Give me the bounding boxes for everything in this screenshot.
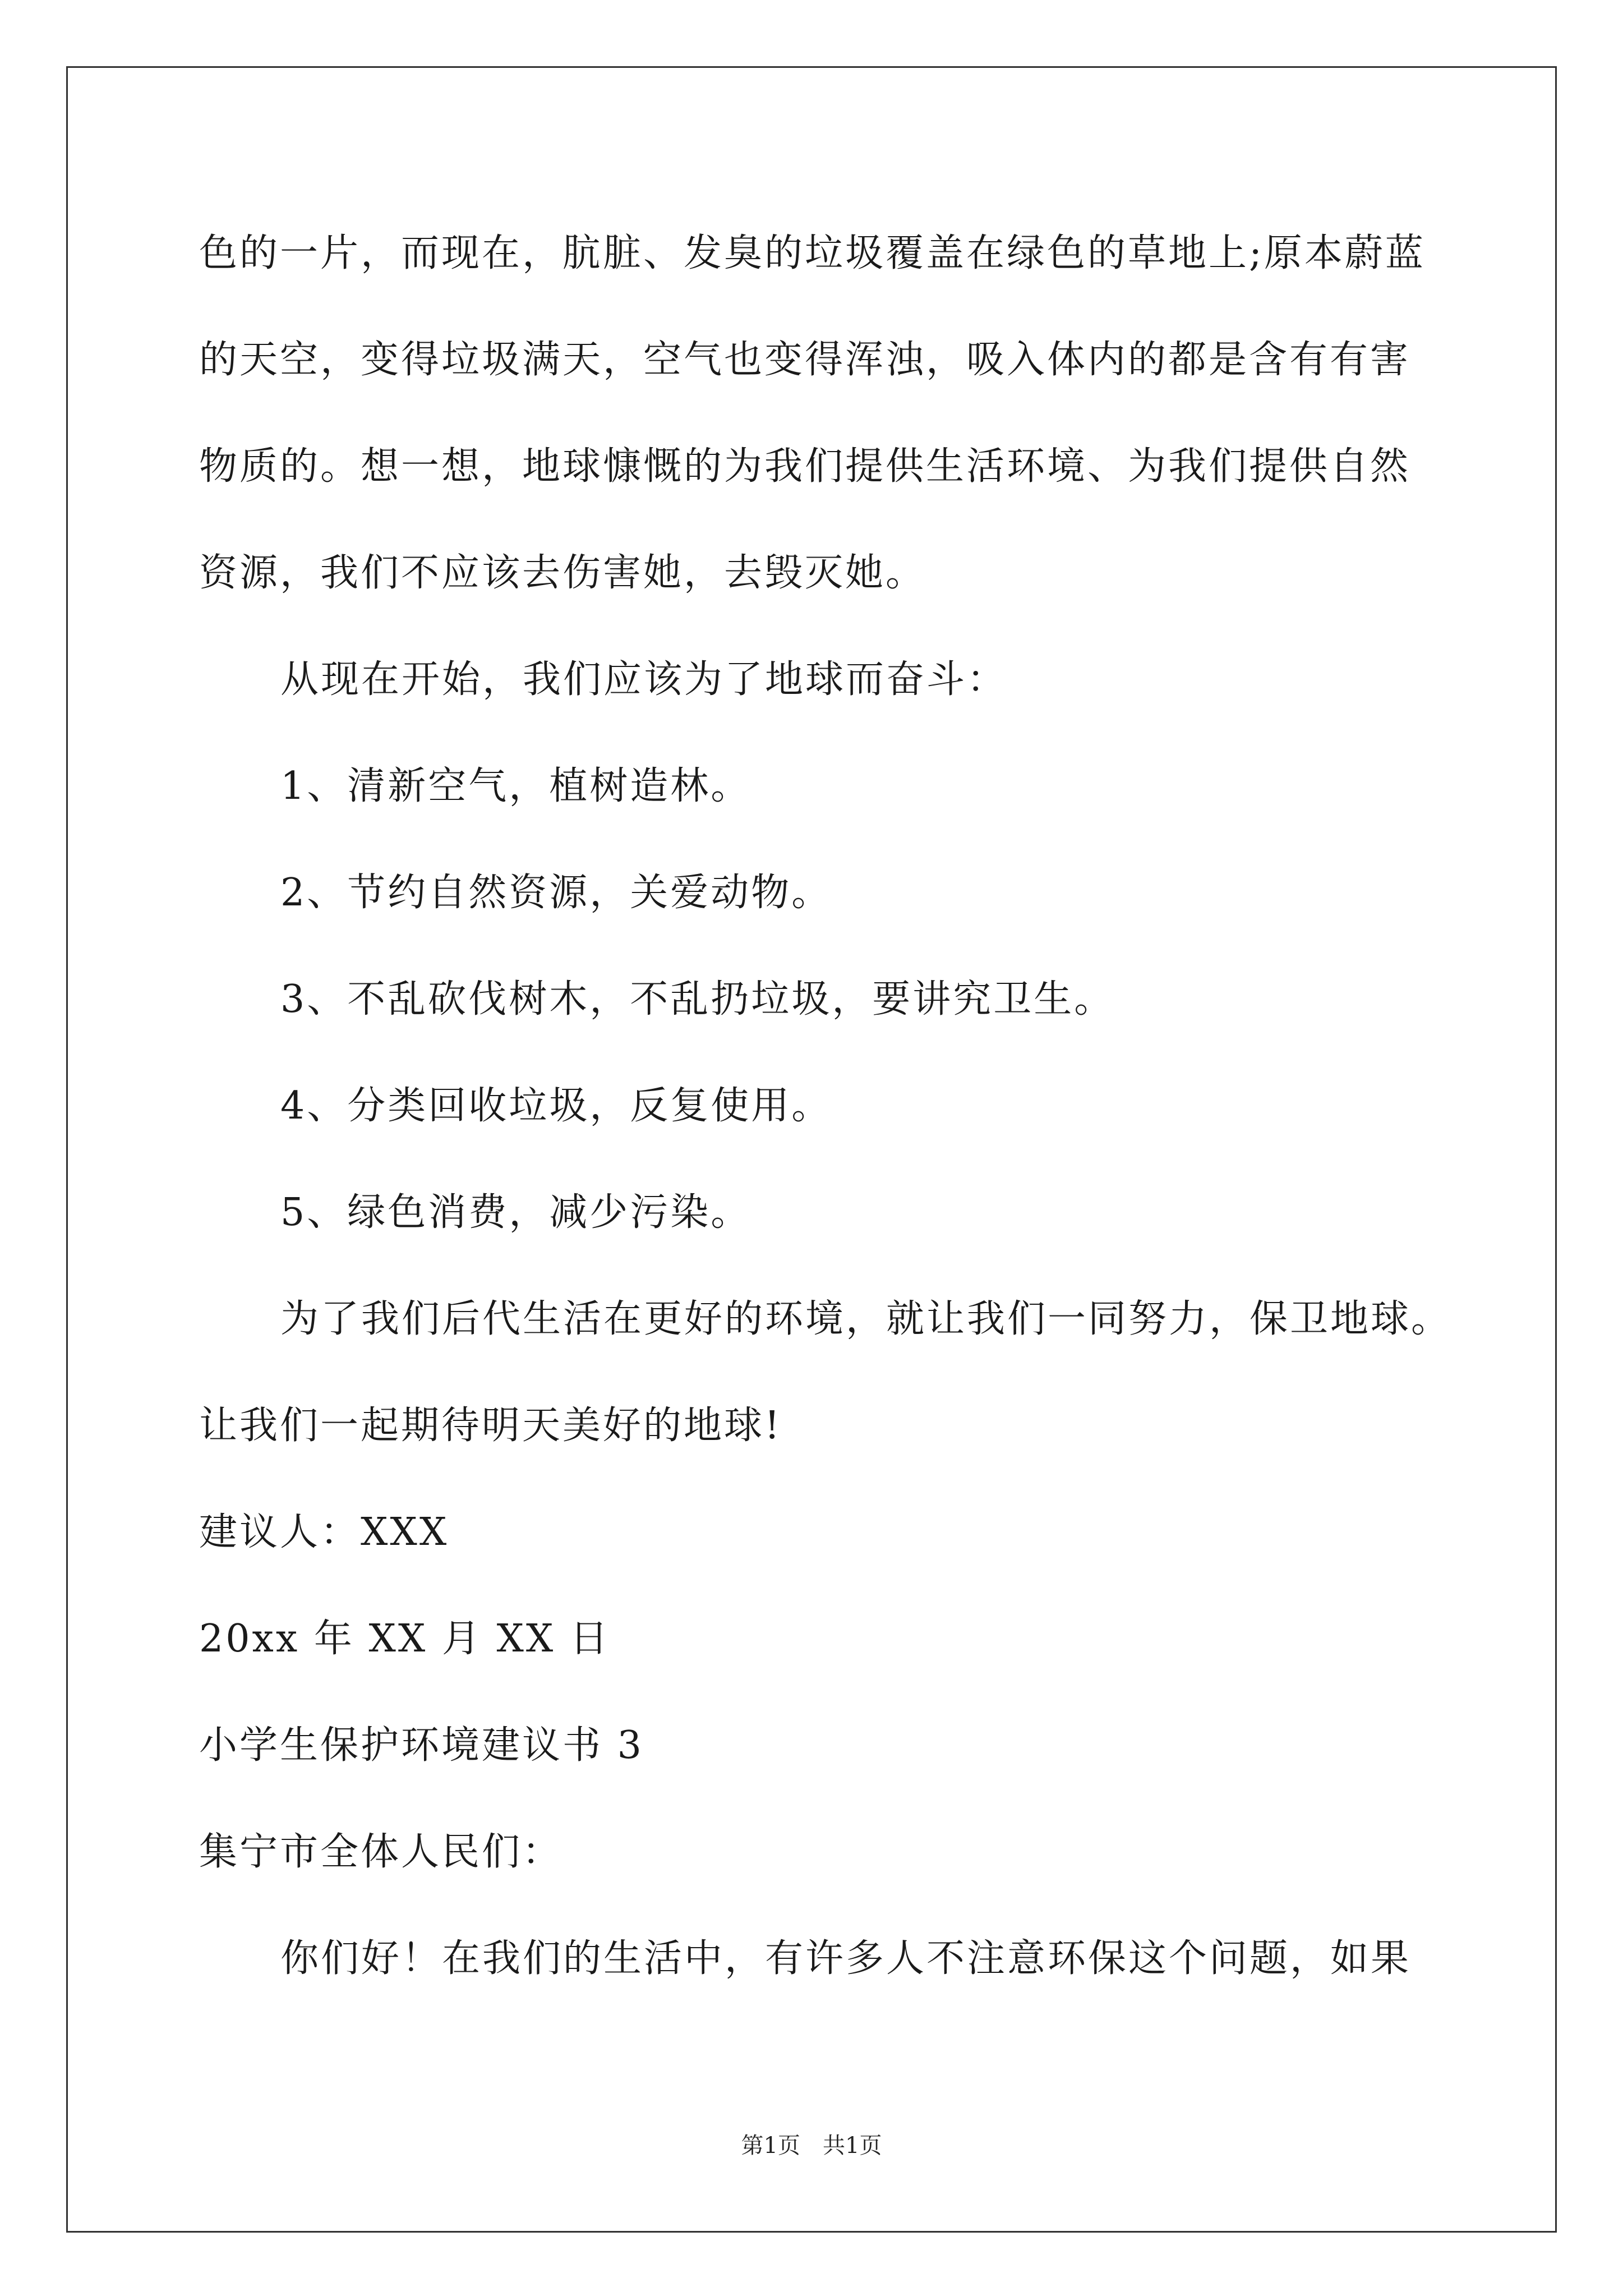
body-line-12: 让我们一起期待明天美好的地球! bbox=[199, 1404, 782, 1448]
body-line-11: 为了我们后代生活在更好的环境，就让我们一同努力，保卫地球。 bbox=[280, 1297, 1452, 1341]
page-number: 第1页 bbox=[741, 2133, 800, 2159]
list-item-3: 3、不乱砍伐树木，不乱扔垃圾，要讲究卫生。 bbox=[280, 977, 1115, 1022]
salutation: 集宁市全体人民们： bbox=[199, 1830, 563, 1874]
page-footer bbox=[0, 2132, 1623, 2160]
proposer-line: 建议人：XXX bbox=[199, 1510, 449, 1554]
body-line-17: 你们好！在我们的生活中，有许多人不注意环保这个问题，如果 bbox=[280, 1936, 1412, 1981]
page-border bbox=[66, 66, 1557, 2233]
body-line-4: 资源，我们不应该去伤害她，去毁灭她。 bbox=[199, 551, 926, 595]
body-line-5: 从现在开始，我们应该为了地球而奋斗： bbox=[280, 657, 1008, 702]
list-item-5: 5、绿色消费，减少污染。 bbox=[280, 1190, 751, 1235]
body-line-1: 色的一片，而现在，肮脏、发臭的垃圾覆盖在绿色的草地上;原本蔚蓝 bbox=[199, 231, 1426, 275]
date-line: 20xx 年 XX 月 XX 日 bbox=[199, 1617, 610, 1661]
section-title: 小学生保护环境建议书 3 bbox=[199, 1723, 644, 1768]
list-item-2: 2、节约自然资源，关爱动物。 bbox=[280, 871, 832, 915]
list-item-4: 4、分类回收垃圾，反复使用。 bbox=[280, 1084, 832, 1128]
body-line-2: 的天空，变得垃圾满天，空气也变得浑浊，吸入体内的都是含有有害 bbox=[199, 338, 1411, 382]
body-line-3: 物质的。想一想，地球慷慨的为我们提供生活环境、为我们提供自然 bbox=[199, 444, 1411, 489]
list-item-1: 1、清新空气，植树造林。 bbox=[280, 764, 751, 808]
page-total: 共1页 bbox=[823, 2133, 882, 2159]
